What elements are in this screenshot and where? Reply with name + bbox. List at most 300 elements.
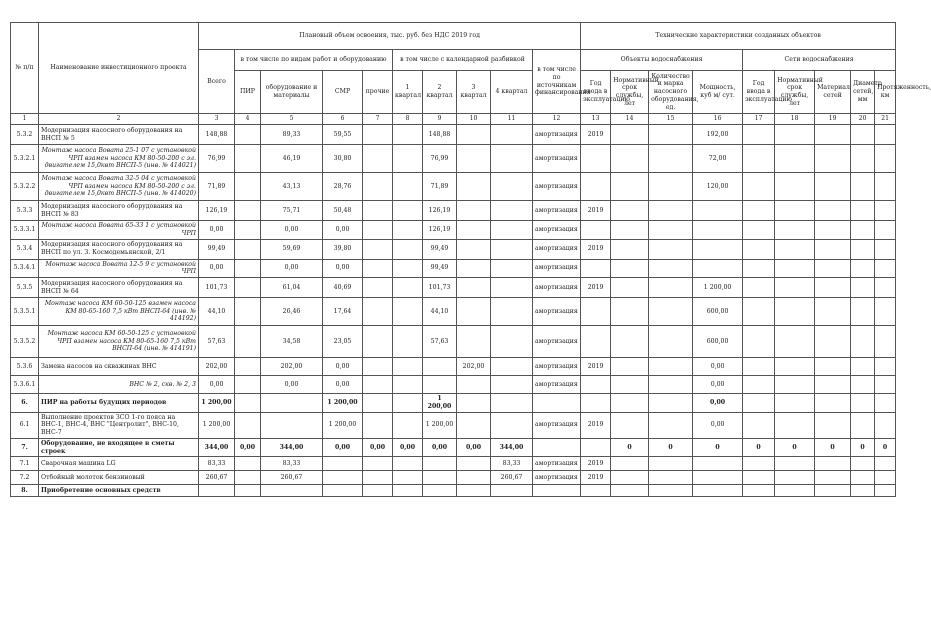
row-number: 5.3.5.1: [11, 298, 39, 326]
project-name: Выполнение проектов ЗСО 1-го пояса на ВНС-1, ВНС-4, ВНС "Центролит", ВНС-10, ВНС-7: [39, 412, 199, 438]
smr-value: 0,00: [323, 221, 363, 240]
total-value: 57,63: [199, 326, 235, 358]
other-value: [363, 145, 393, 173]
project-name: Оборудование, не входящее в сметы строек: [39, 438, 199, 457]
smr-value: 28,76: [323, 173, 363, 201]
q1-value: [393, 471, 423, 485]
length-value: [875, 221, 896, 240]
row-number: 7.1: [11, 457, 39, 471]
length-value: [875, 471, 896, 485]
year-in: 2019: [581, 471, 611, 485]
project-name: Монтаж насоса Вовата 32-5 04 с установкой ЧРП взамен насоса КМ 80-50-200 с эл. двигателем 15,0квт ВНСП-5 (инв. № 414020): [39, 173, 199, 201]
pir-value: [235, 259, 261, 278]
header-by-work-types: в том числе по видам работ и оборудованию: [235, 50, 393, 71]
column-number: 16: [693, 114, 743, 125]
year-in-networks: [743, 173, 775, 201]
other-value: [363, 358, 393, 376]
row-number: 5.3.2.1: [11, 145, 39, 173]
service-life: [611, 145, 649, 173]
year-in-networks: [743, 376, 775, 394]
total-value: 0,00: [199, 221, 235, 240]
total-value: 1 200,00: [199, 412, 235, 438]
total-value: 99,49: [199, 239, 235, 259]
equip-qty: [649, 125, 693, 145]
q4-value: [491, 145, 533, 173]
material-value: [815, 221, 851, 240]
smr-value: 17,64: [323, 298, 363, 326]
equip-qty: [649, 471, 693, 485]
pir-value: [235, 278, 261, 298]
diameter-value: [851, 201, 875, 221]
project-name: Монтаж насоса Вовата 12-5 9 с установкой ЧРП: [39, 259, 199, 278]
funding-source: амортизация: [533, 278, 581, 298]
length-value: [875, 239, 896, 259]
smr-value: 0,00: [323, 259, 363, 278]
q4-value: 83,33: [491, 457, 533, 471]
service-life: [611, 125, 649, 145]
row-number: 7.2: [11, 471, 39, 485]
service-life-networks: [775, 457, 815, 471]
total-value: 0,00: [199, 376, 235, 394]
diameter-value: [851, 173, 875, 201]
total-value: 202,00: [199, 358, 235, 376]
service-life: [611, 239, 649, 259]
equipment-value: 0,00: [261, 259, 323, 278]
material-value: [815, 239, 851, 259]
year-in-networks: [743, 457, 775, 471]
q4-value: [491, 201, 533, 221]
year-in-networks: [743, 394, 775, 413]
year-in: [581, 221, 611, 240]
equip-qty: [649, 239, 693, 259]
material-value: [815, 412, 851, 438]
column-number: 5: [261, 114, 323, 125]
service-life-networks: [775, 358, 815, 376]
diameter-value: [851, 239, 875, 259]
header-q2: 2 квартал: [423, 71, 457, 114]
year-in: 2019: [581, 457, 611, 471]
equipment-value: 83,33: [261, 457, 323, 471]
pir-value: [235, 239, 261, 259]
service-life: [611, 485, 649, 497]
other-value: [363, 201, 393, 221]
table-row: [11, 125, 896, 145]
equipment-value: 26,46: [261, 298, 323, 326]
year-in: 2019: [581, 125, 611, 145]
other-value: [363, 376, 393, 394]
table-row: [11, 145, 896, 173]
length-value: [875, 358, 896, 376]
q3-value: [457, 278, 491, 298]
header-equipment: оборудование и материалы: [261, 71, 323, 114]
q3-value: [457, 239, 491, 259]
q3-value: [457, 457, 491, 471]
q2-value: [423, 471, 457, 485]
capacity-value: 72,00: [693, 145, 743, 173]
project-name: Модернизация насосного оборудования на ВНСП по ул. З. Космодемьянской, 2/1: [39, 239, 199, 259]
investment-program-table: [10, 22, 931, 497]
header-diameter: Диаметр сетей, мм: [851, 71, 875, 114]
length-value: [875, 125, 896, 145]
equipment-value: [261, 412, 323, 438]
q2-value: 76,99: [423, 145, 457, 173]
diameter-value: 0: [851, 438, 875, 457]
q4-value: [491, 239, 533, 259]
diameter-value: [851, 298, 875, 326]
q4-value: [491, 485, 533, 497]
diameter-value: [851, 412, 875, 438]
column-number: 1: [11, 114, 39, 125]
service-life: [611, 326, 649, 358]
q2-value: 71,89: [423, 173, 457, 201]
total-value: 83,33: [199, 457, 235, 471]
smr-value: 23,05: [323, 326, 363, 358]
investment-table-sheet: [10, 22, 931, 497]
equip-qty: [649, 394, 693, 413]
q1-value: [393, 298, 423, 326]
service-life: [611, 412, 649, 438]
column-number: 8: [393, 114, 423, 125]
q3-value: 202,00: [457, 358, 491, 376]
header-material: Материал сетей: [815, 71, 851, 114]
project-name: Модернизация насосного оборудования на ВНСП № 5: [39, 125, 199, 145]
header-by-quarter: в том числе с календарной разбивкой: [393, 50, 533, 71]
row-number: 5.3.4: [11, 239, 39, 259]
column-number: 3: [199, 114, 235, 125]
year-in: [581, 485, 611, 497]
capacity-value: 192,00: [693, 125, 743, 145]
row-number: 6.1: [11, 412, 39, 438]
header-q4: 4 квартал: [491, 71, 533, 114]
q4-value: 344,00: [491, 438, 533, 457]
length-value: [875, 259, 896, 278]
equipment-value: 202,00: [261, 358, 323, 376]
header-no: № п/п: [11, 23, 39, 114]
q1-value: [393, 376, 423, 394]
q2-value: [423, 358, 457, 376]
equipment-value: 34,58: [261, 326, 323, 358]
pir-value: [235, 412, 261, 438]
service-life: [611, 259, 649, 278]
diameter-value: [851, 278, 875, 298]
q3-value: [457, 394, 491, 413]
capacity-value: 600,00: [693, 326, 743, 358]
pir-value: [235, 326, 261, 358]
year-in: [581, 394, 611, 413]
funding-source: амортизация: [533, 201, 581, 221]
q1-value: 0,00: [393, 438, 423, 457]
column-number: 6: [323, 114, 363, 125]
q2-value: 57,63: [423, 326, 457, 358]
year-in: 2019: [581, 278, 611, 298]
pir-value: [235, 376, 261, 394]
capacity-value: [693, 221, 743, 240]
service-life: [611, 394, 649, 413]
header-smr: СМР: [323, 71, 363, 114]
funding-source: амортизация: [533, 145, 581, 173]
length-value: [875, 376, 896, 394]
material-value: [815, 173, 851, 201]
service-life: [611, 201, 649, 221]
capacity-value: 600,00: [693, 298, 743, 326]
total-value: 1 200,00: [199, 394, 235, 413]
smr-value: 1 200,00: [323, 394, 363, 413]
pir-value: [235, 394, 261, 413]
row-number: 7.: [11, 438, 39, 457]
diameter-value: [851, 358, 875, 376]
service-life: 0: [611, 438, 649, 457]
year-in-networks: [743, 278, 775, 298]
service-life: [611, 457, 649, 471]
other-value: [363, 457, 393, 471]
project-name: Замена насосов на скважинах ВНС: [39, 358, 199, 376]
equip-qty: [649, 326, 693, 358]
table-body: [11, 125, 896, 497]
service-life-networks: [775, 239, 815, 259]
funding-source: [533, 394, 581, 413]
length-value: [875, 394, 896, 413]
diameter-value: [851, 471, 875, 485]
diameter-value: [851, 376, 875, 394]
equip-qty: [649, 485, 693, 497]
equipment-value: 61,04: [261, 278, 323, 298]
total-value: 260,67: [199, 471, 235, 485]
column-number: 18: [775, 114, 815, 125]
equipment-value: 75,71: [261, 201, 323, 221]
pir-value: [235, 173, 261, 201]
table-row: [11, 485, 896, 497]
table-row: [11, 376, 896, 394]
material-value: [815, 298, 851, 326]
service-life-networks: [775, 145, 815, 173]
length-value: [875, 173, 896, 201]
q1-value: [393, 239, 423, 259]
header-name: Наименование инвестиционного проекта: [39, 23, 199, 114]
q4-value: [491, 278, 533, 298]
q2-value: 101,73: [423, 278, 457, 298]
capacity-value: [693, 471, 743, 485]
total-value: 76,99: [199, 145, 235, 173]
length-value: [875, 485, 896, 497]
pir-value: [235, 471, 261, 485]
capacity-value: 120,00: [693, 173, 743, 201]
q3-value: [457, 221, 491, 240]
q4-value: [491, 326, 533, 358]
equipment-value: 59,69: [261, 239, 323, 259]
equipment-value: 0,00: [261, 376, 323, 394]
header-pir: ПИР: [235, 71, 261, 114]
other-value: [363, 485, 393, 497]
table-row: [11, 259, 896, 278]
length-value: [875, 298, 896, 326]
column-number: 9: [423, 114, 457, 125]
q1-value: [393, 145, 423, 173]
q3-value: [457, 145, 491, 173]
year-in-networks: [743, 298, 775, 326]
year-in-networks: [743, 412, 775, 438]
capacity-value: [693, 201, 743, 221]
smr-value: 1 200,00: [323, 412, 363, 438]
service-life-networks: [775, 201, 815, 221]
capacity-value: [693, 457, 743, 471]
table-row: [11, 239, 896, 259]
column-number: 15: [649, 114, 693, 125]
pir-value: [235, 201, 261, 221]
length-value: 0: [875, 438, 896, 457]
funding-source: амортизация: [533, 412, 581, 438]
table-row: [11, 412, 896, 438]
project-name: Монтаж насоса КМ 60-50-125 взамен насоса КМ 80-65-160 7,5 кВт ВНСП-64 (инв. № 414192): [39, 298, 199, 326]
q3-value: [457, 326, 491, 358]
q2-value: [423, 457, 457, 471]
service-life: [611, 173, 649, 201]
q4-value: [491, 376, 533, 394]
material-value: [815, 145, 851, 173]
header-year-in: Год ввода в эксплуатацию: [581, 71, 611, 114]
table-row: [11, 471, 896, 485]
other-value: [363, 298, 393, 326]
column-number: 21: [875, 114, 896, 125]
other-value: [363, 412, 393, 438]
year-in-networks: [743, 125, 775, 145]
q1-value: [393, 457, 423, 471]
q3-value: [457, 412, 491, 438]
q1-value: [393, 278, 423, 298]
header-q1: 1 квартал: [393, 71, 423, 114]
project-name: Монтаж насоса Вовата 65-33 1 с установкой ЧРП: [39, 221, 199, 240]
pir-value: 0,00: [235, 438, 261, 457]
q3-value: [457, 125, 491, 145]
other-value: [363, 221, 393, 240]
header-water-networks: Сети водоснабжения: [743, 50, 896, 71]
smr-value: 59,55: [323, 125, 363, 145]
header-q3: 3 квартал: [457, 71, 491, 114]
total-value: 71,89: [199, 173, 235, 201]
equipment-value: 43,13: [261, 173, 323, 201]
row-number: 5.3.5.2: [11, 326, 39, 358]
q3-value: [457, 485, 491, 497]
service-life-networks: [775, 221, 815, 240]
material-value: [815, 485, 851, 497]
service-life: [611, 278, 649, 298]
equipment-value: [261, 485, 323, 497]
service-life-networks: [775, 471, 815, 485]
diameter-value: [851, 326, 875, 358]
equipment-value: 0,00: [261, 221, 323, 240]
year-in: 2019: [581, 239, 611, 259]
other-value: [363, 394, 393, 413]
funding-source: амортизация: [533, 239, 581, 259]
year-in: [581, 259, 611, 278]
length-value: [875, 457, 896, 471]
year-in-networks: [743, 358, 775, 376]
smr-value: [323, 457, 363, 471]
other-value: [363, 471, 393, 485]
column-number: 19: [815, 114, 851, 125]
column-number: 17: [743, 114, 775, 125]
q1-value: [393, 173, 423, 201]
pir-value: [235, 221, 261, 240]
q4-value: [491, 394, 533, 413]
smr-value: [323, 485, 363, 497]
equipment-value: [261, 394, 323, 413]
header-water-objects: Объекты водоснабжения: [581, 50, 743, 71]
diameter-value: [851, 221, 875, 240]
column-number: 20: [851, 114, 875, 125]
column-number: 7: [363, 114, 393, 125]
q1-value: [393, 412, 423, 438]
material-value: [815, 376, 851, 394]
header-equip-qty: Количество и марка насосного оборудования, ед.: [649, 71, 693, 114]
year-in-networks: [743, 145, 775, 173]
q1-value: [393, 485, 423, 497]
pir-value: [235, 457, 261, 471]
service-life-networks: [775, 485, 815, 497]
funding-source: [533, 485, 581, 497]
q3-value: [457, 471, 491, 485]
smr-value: [323, 471, 363, 485]
capacity-value: 0: [693, 438, 743, 457]
year-in: [581, 376, 611, 394]
funding-source: амортизация: [533, 376, 581, 394]
total-value: 126,19: [199, 201, 235, 221]
column-number: 14: [611, 114, 649, 125]
pir-value: [235, 485, 261, 497]
year-in: 2019: [581, 201, 611, 221]
length-value: [875, 145, 896, 173]
q2-value: 126,19: [423, 201, 457, 221]
table-row: [11, 201, 896, 221]
q2-value: 99,49: [423, 239, 457, 259]
service-life-networks: [775, 376, 815, 394]
q4-value: [491, 298, 533, 326]
funding-source: амортизация: [533, 221, 581, 240]
funding-source: амортизация: [533, 471, 581, 485]
smr-value: 0,00: [323, 376, 363, 394]
year-in-networks: 0: [743, 438, 775, 457]
table-row: [11, 326, 896, 358]
q3-value: [457, 298, 491, 326]
q3-value: [457, 173, 491, 201]
equipment-value: 46,19: [261, 145, 323, 173]
column-number-row: [11, 114, 896, 125]
q4-value: [491, 358, 533, 376]
table-row: [11, 438, 896, 457]
other-value: [363, 278, 393, 298]
project-name: Сварочная машина LG: [39, 457, 199, 471]
pir-value: [235, 358, 261, 376]
equip-qty: [649, 259, 693, 278]
total-value: 101,73: [199, 278, 235, 298]
service-life-networks: [775, 394, 815, 413]
table-row: [11, 298, 896, 326]
year-in-networks: [743, 201, 775, 221]
length-value: [875, 201, 896, 221]
smr-value: 0,00: [323, 358, 363, 376]
other-value: [363, 173, 393, 201]
q4-value: [491, 412, 533, 438]
diameter-value: [851, 125, 875, 145]
funding-source: амортизация: [533, 358, 581, 376]
column-number: 4: [235, 114, 261, 125]
diameter-value: [851, 259, 875, 278]
service-life-networks: [775, 173, 815, 201]
q4-value: [491, 125, 533, 145]
equip-qty: 0: [649, 438, 693, 457]
equip-qty: [649, 278, 693, 298]
q4-value: [491, 173, 533, 201]
diameter-value: [851, 394, 875, 413]
